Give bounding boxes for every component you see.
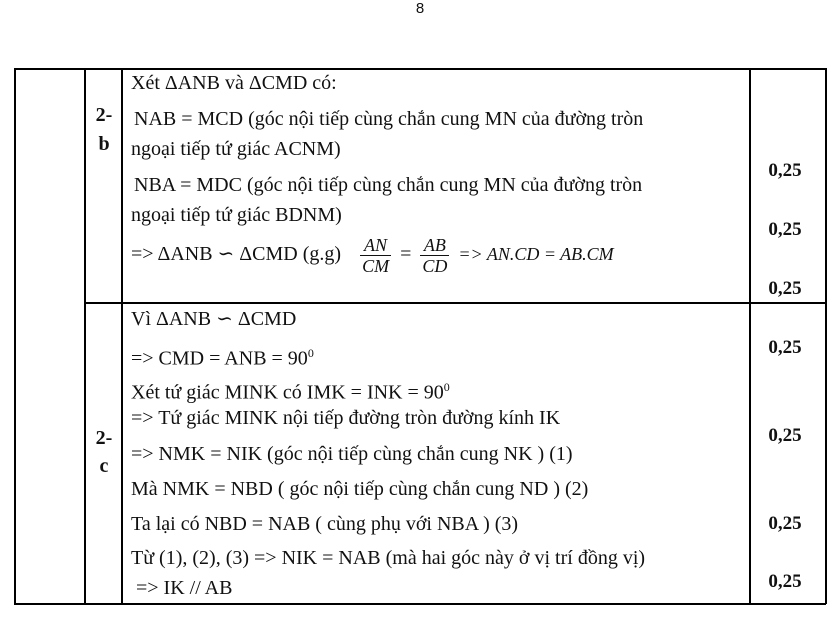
text-line: Ta lại có NBD = NAB ( cùng phụ với NBA ) (3) — [131, 513, 519, 535]
row-divider — [84, 302, 826, 304]
text-line: => NMK = NIK (góc nội tiếp cùng chắn cung NK ) (1) — [131, 443, 573, 465]
table-bottom-border — [14, 603, 826, 605]
text-content: Xét tứ giác MINK có IMK = INK = 90 — [131, 381, 444, 404]
text-line: => IK // AB — [136, 577, 233, 599]
section-label-2c-bottom: c — [99, 455, 109, 477]
fraction-denominator: CM — [362, 255, 390, 276]
text-line — [131, 342, 314, 370]
text-line — [131, 376, 450, 404]
conclusion-prefix: => ΔANB ∽ ΔCMD (g.g) — [131, 243, 342, 265]
similarity-conclusion — [131, 233, 614, 276]
table-top-border — [14, 68, 826, 70]
text-line: Vì ΔANB ∽ ΔCMD — [131, 308, 297, 330]
text-line: Mà NMK = NBD ( góc nội tiếp cùng chắn cung ND ) (2) — [131, 478, 589, 500]
section-label-2b-top: 2- — [95, 104, 113, 126]
fraction-ab-cd — [420, 235, 449, 276]
equals-sign: = — [400, 243, 412, 265]
fraction-an-cm — [360, 235, 391, 276]
score-value: 0,25 — [768, 219, 802, 240]
fraction-numerator: AB — [420, 235, 449, 256]
text-line: Xét ΔANB và ΔCMD có: — [131, 72, 337, 94]
text-line: => Tứ giác MINK nội tiếp đường tròn đường kính IK — [131, 407, 561, 429]
conclusion-suffix: => AN.CD = AB.CM — [458, 244, 614, 264]
text-line: ngoại tiếp tứ giác BDNM) — [131, 204, 342, 226]
fraction-denominator: CD — [422, 255, 448, 276]
score-value: 0,25 — [768, 513, 802, 534]
degree-superscript: 0 — [307, 346, 314, 360]
score-value: 0,25 — [768, 278, 802, 299]
table-left-border — [14, 68, 16, 604]
degree-superscript: 0 — [443, 380, 450, 394]
section-label-2c-top: 2- — [95, 427, 113, 449]
score-value: 0,25 — [768, 425, 802, 446]
text-line: ngoại tiếp tứ giác ACNM) — [131, 138, 341, 160]
text-line: Từ (1), (2), (3) => NIK = NAB (mà hai góc này ở vị trí đồng vị) — [131, 547, 646, 569]
section-label-2b-bottom: b — [98, 133, 110, 155]
text-line: NBA = MDC (góc nội tiếp cùng chắn cung MN của đường tròn — [134, 174, 643, 196]
fraction-numerator: AN — [360, 235, 391, 256]
text-content: => CMD = ANB = 90 — [131, 347, 308, 370]
score-value: 0,25 — [768, 337, 802, 358]
page-number: 8 — [415, 0, 425, 17]
score-value: 0,25 — [768, 160, 802, 181]
score-value: 0,25 — [768, 571, 802, 592]
text-line: NAB = MCD (góc nội tiếp cùng chắn cung MN của đường tròn — [134, 108, 644, 130]
